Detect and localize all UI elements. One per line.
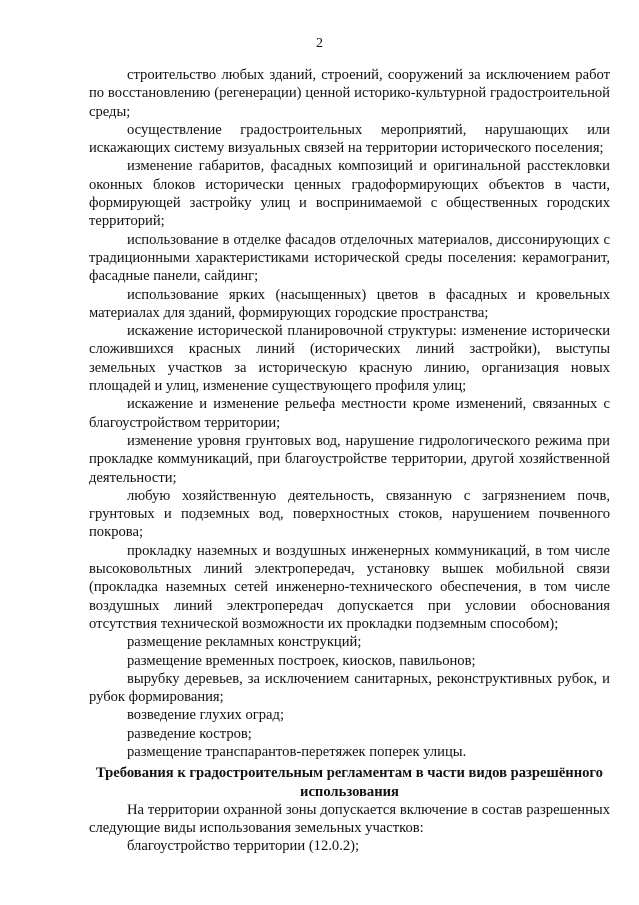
paragraph: возведение глухих оград; (127, 707, 285, 724)
paragraph: изменение уровня грунтовых вод, нарушение гидрологического режима при прокладке коммуникаций, при благоустройстве территории, другой хозяйственной деятельности; (89, 432, 610, 486)
paragraph: строительство любых зданий, строений, сооружений за исключением работ по восстановлению (регенерации) ценной историко-культурной градостроительной среды; (89, 67, 610, 120)
document-body (89, 66, 610, 856)
paragraph: благоустройство территории (12.0.2); (127, 838, 360, 855)
page-number: 2 (316, 36, 323, 51)
paragraph: любую хозяйственную деятельность, связанную с загрязнением почв, грунтовых и подземных вод, поверхностных стоков, нарушением почвенного покрова; (89, 487, 610, 541)
paragraph: использование ярких (насыщенных) цветов в фасадных и кровельных материалах для зданий, формирующих городские пространства; (89, 286, 610, 321)
paragraph: разведение костров; (127, 725, 252, 742)
paragraph: размещение временных построек, киосков, павильонов; (127, 652, 476, 669)
paragraph: изменение габаритов, фасадных композиций и оригинальной расстекловки оконных блоков исторически ценных градоформирующих объектов в части, формирующей застройку улиц и воспринимаемой с общественных городских территорий; (89, 158, 610, 230)
paragraph: На территории охранной зоны допускается включение в состав разрешенных следующие виды использования земельных участков: (89, 801, 610, 837)
section-heading: Требования к градостроительным регламентам в части видов разрешённого использования (96, 765, 603, 800)
paragraph: осуществление градостроительных мероприятий, нарушающих или искажающих систему визуальных связей на территории исторического поселения; (89, 121, 610, 157)
paragraph: использование в отделке фасадов отделочных материалов, диссонирующих с традиционными характеристиками исторической среды поселения: керамогранит, фасадные панели, сайдинг; (89, 231, 610, 285)
paragraph: прокладку наземных и воздушных инженерных коммуникаций, в том числе высоковольтных линий электропередач, установку вышек мобильной связи (прокладка наземных сетей инженерно-технического обеспечения, в том числе воздушных линий электропередач допускается при условии обоснования отсутствия технической возможности их прокладки подземным способом); (89, 542, 610, 632)
paragraph: вырубку деревьев, за исключением санитарных, реконструктивных рубок, и рубок формирования; (89, 670, 610, 706)
paragraph: искажение и изменение рельефа местности кроме изменений, связанных с благоустройством территории; (89, 396, 610, 431)
paragraph: искажение исторической планировочной структуры: изменение исторически сложившихся красных линий (исторических линий застройки), выступы земельных участков за историческую красную линию, организация новых площадей и улиц, изменение существующего профиля улиц; (89, 323, 610, 395)
paragraph: размещение рекламных конструкций; (127, 634, 362, 651)
paragraph: размещение транспарантов-перетяжек поперек улицы. (127, 743, 467, 760)
